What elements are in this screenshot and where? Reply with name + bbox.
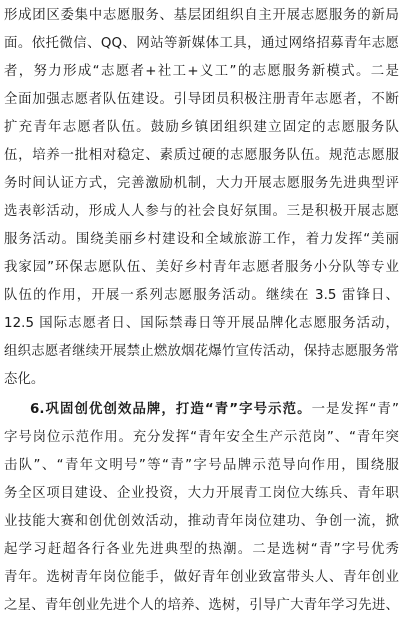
section-6-first-line xyxy=(30,398,399,422)
paragraph-line-13: 组织志愿者继续开展禁止燃放烟花爆竹宣传活动，保持志愿服务常 xyxy=(4,344,399,359)
section-6-line-8: 之星、青年创业先进个人的培养、选树，引导广大青年学习先进、 xyxy=(4,598,399,613)
section-6-line-6: 起学习赶超各行各业先进典型的热潮。二是选树“青”字号优秀 xyxy=(4,542,399,557)
paragraph-line-6: 伍，培养一批相对稳定、素质过硬的志愿服务队伍。规范志愿服 xyxy=(4,148,399,163)
paragraph-line-14: 态化。 xyxy=(4,372,45,387)
section-6-line-2: 字号岗位示范作用。充分发挥“青年安全生产示范岗”、“青年突 xyxy=(4,430,399,445)
paragraph-line-1: 形成团区委集中志愿服务、基层团组织自主开展志愿服务的新局 xyxy=(4,8,399,23)
paragraph-line-4: 全面加强志愿者队伍建设。引导团员积极注册青年志愿者，不断 xyxy=(4,92,399,107)
paragraph-line-8: 选表彰活动，形成人人参与的社会良好氛围。三是积极开展志愿 xyxy=(4,204,399,219)
paragraph-line-5: 扩充青年志愿者队伍。鼓励乡镇团组织建立固定的志愿服务队 xyxy=(4,120,399,135)
paragraph-line-3: 者，努力形成“志愿者+社工+义工”的志愿服务新模式。二是 xyxy=(4,64,399,79)
paragraph-line-2: 面。依托微信、QQ、网站等新媒体工具，通过网络招募青年志愿 xyxy=(4,36,399,51)
section-6-line-7: 青年。选树青年岗位能手，做好青年创业致富带头人、青年创业 xyxy=(4,570,399,585)
section-6-first-line-rest: 一是发挥“青” xyxy=(311,402,399,417)
section-6-line-4: 务全区项目建设、企业投资，大力开展青工岗位大练兵、青年职 xyxy=(4,486,399,501)
paragraph-line-10: 我家园”环保志愿队伍、美好乡村青年志愿者服务小分队等专业 xyxy=(4,260,399,275)
paragraph-line-12: 12.5 国际志愿者日、国际禁毒日等开展品牌化志愿服务活动， xyxy=(4,316,399,331)
paragraph-line-7: 务时间认证方式，完善激励机制，大力开展志愿服务先进典型评 xyxy=(4,176,399,191)
paragraph-line-9: 服务活动。围绕美丽乡村建设和全域旅游工作，着力发挥“美丽 xyxy=(4,232,399,247)
paragraph-line-11: 队伍的作用，开展一系列志愿服务活动。继续在 3.5 雷锋日、 xyxy=(4,288,399,303)
section-6-line-3: 击队”、“青年文明号”等“青”字号品牌示范导向作用，围绕服 xyxy=(4,458,399,473)
section-6-heading: 6.巩固创优创效品牌，打造“青”字号示范。 xyxy=(30,402,312,417)
section-6-line-5: 业技能大赛和创优创效活动，推动青年岗位建功、争创一流，掀 xyxy=(4,514,399,529)
